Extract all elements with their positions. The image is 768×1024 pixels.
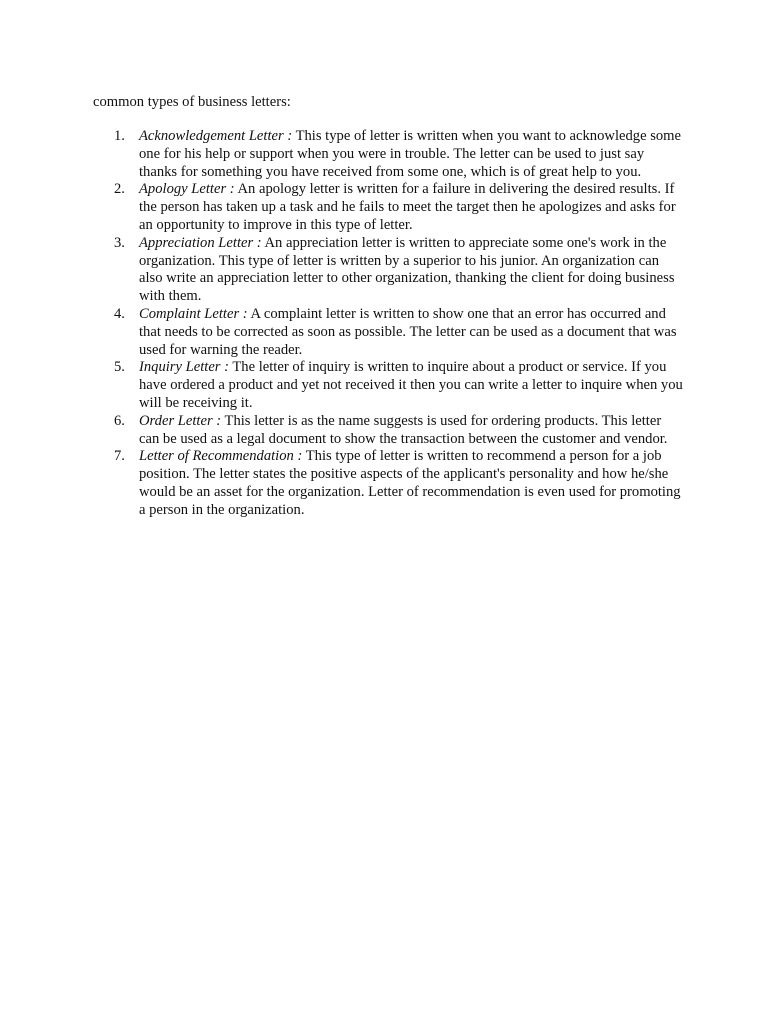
item-number: 5. [114, 359, 125, 376]
list-item-apology [93, 181, 683, 234]
letter-type-description: An appreciation letter is written to appreciate some one's work in the organization. This type of letter is written by a superior to his junior. An organization can also write an appreciation letter to other organization, thanking the client for doing business with them. [139, 234, 675, 305]
item-number: 6. [114, 412, 125, 429]
letter-type-name: Order Letter : [139, 412, 222, 429]
item-number: 2. [114, 181, 125, 198]
letter-type-description: This type of letter is written to recommend a person for a job position. The letter states the positive aspects of the applicant's personality and how he/she would be an asset for the organization. Letter of recommendation is even used for promoting a person in the organization. [139, 448, 681, 518]
intro-heading: common types of business letters: [93, 94, 291, 110]
letter-type-name: Appreciation Letter : [139, 234, 262, 251]
letter-type-name: Complaint Letter : [139, 305, 248, 322]
item-number: 1. [114, 128, 125, 144]
letter-type-description: A complaint letter is written to show one that an error has occurred and that needs to be corrected as soon as possible. The letter can be used as a document that was used for warning the reader. [139, 305, 677, 358]
letter-type-description: The letter of inquiry is written to inquire about a product or service. If you have ordered a product and yet not received it then you can write a letter to inquire when you will be receiving it. [139, 359, 683, 411]
item-number: 4. [114, 305, 125, 322]
list-item-complaint [93, 306, 683, 359]
list-item-inquiry [93, 359, 683, 412]
list-item-acknowledgement [93, 128, 683, 181]
item-number: 3. [114, 234, 125, 251]
letter-type-description: An apology letter is written for a failure in delivering the desired results. If the person has taken up a task and he fails to meet the target then he apologizes and asks for an opportunity to improve in this type of letter. [139, 181, 676, 233]
letter-type-description: This type of letter is written when you want to acknowledge some one for his help or support when you were in trouble. The letter can be used to just say thanks for something you have received from some one, which is of great help to you. [139, 128, 681, 180]
item-number: 7. [114, 448, 125, 465]
letter-type-name: Acknowledgement Letter : [139, 128, 293, 144]
letter-type-description: This letter is as the name suggests is used for ordering products. This letter can be used as a legal document to show the transaction between the customer and vendor. [139, 412, 668, 447]
list-item-order [93, 413, 683, 449]
letter-types-list [93, 128, 683, 520]
letter-type-name: Apology Letter : [139, 181, 235, 198]
list-item-recommendation [93, 448, 683, 519]
letter-type-name: Inquiry Letter : [139, 359, 229, 376]
list-item-appreciation [93, 235, 683, 306]
letter-type-name: Letter of Recommendation : [139, 448, 303, 465]
